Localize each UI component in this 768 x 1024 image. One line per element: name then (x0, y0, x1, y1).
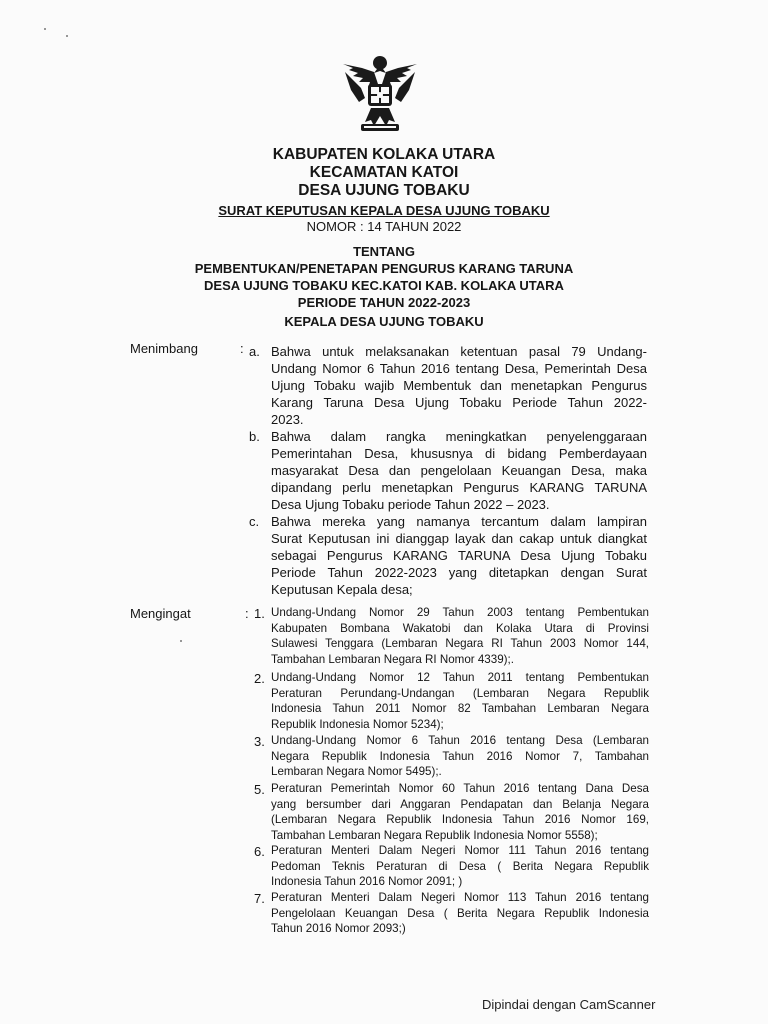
item-text: Peraturan Pemerintah Nomor 60 Tahun 2016 tentang Dana Desa yang bersumber dari Anggaran Pendapatan dan Belanja Negara (Lembaran Negara Republik Indonesia Tahun 2016 Nomor 169, Tambahan Lembaran Negara Republik Indonesia Nomor 5558); (271, 782, 649, 842)
decree-title: SURAT KEPUTUSAN KEPALA DESA UJUNG TOBAKU (218, 203, 550, 218)
subject-label: TENTANG (353, 244, 415, 259)
regency-name: KABUPATEN KOLAKA UTARA (272, 146, 496, 163)
decree-heading (0, 203, 768, 235)
scan-speck (66, 35, 68, 37)
item-marker: 5. (254, 782, 265, 797)
item-text: Undang-Undang Nomor 6 Tahun 2016 tentang Desa (Lembaran Negara Republik Indonesia Tahun 2016 Nomor 7, Tambahan Lembaran Negara Nomor 5495);. (271, 734, 649, 779)
item-marker: a. (249, 344, 260, 359)
scan-speck (180, 640, 182, 642)
mengingat-colon: : (245, 606, 249, 621)
item-text: Undang-Undang Nomor 29 Tahun 2003 tentang Pembentukan Kabupaten Bombana Wakatobi dan Kolaka Utara di Provinsi Sulawesi Tenggara (Lembaran Negara RI Tahun 2003 Nomor 144, Tambahan Lembaran Negara RI Nomor 4339);. (271, 606, 649, 666)
subject-line-2: DESA UJUNG TOBAKU KEC.KATOI KAB. KOLAKA UTARA (204, 278, 564, 293)
decree-number: NOMOR : 14 TAHUN 2022 (306, 219, 462, 234)
item-text: Undang-Undang Nomor 12 Tahun 2011 tentang Pembentukan Peraturan Perundang-Undangan (Lembaran Negara Republik Indonesia Tahun 2011 Nomor 82 Tambahan Lembaran Negara Republik Indonesia Nomor 5234); (271, 671, 649, 731)
mengingat-label: Mengingat (130, 606, 191, 621)
item-marker: 6. (254, 844, 265, 859)
item-marker: c. (249, 514, 260, 529)
item-marker: 1. (254, 606, 265, 621)
item-marker: b. (249, 429, 260, 444)
item-marker: 7. (254, 891, 265, 906)
item-text: Peraturan Menteri Dalam Negeri Nomor 111 Tahun 2016 tentang Pedoman Teknis Peraturan di Desa ( Berita Negara Republik Indonesia Tahun 2016 Nomor 2091; ) (271, 844, 649, 889)
decree-subject (0, 243, 768, 311)
item-text: Bahwa dalam rangka meningkatkan penyelenggaraan Pemerintahan Desa, khususnya di bidang Pemberdayaan masyarakat Desa dan pengelolaan Keuangan Desa, maka dipandang perlu menetapkan Pengurus KARANG TARUNA Desa Ujung Tobaku periode Tahun 2022 – 2023. (271, 429, 647, 512)
scanner-watermark: Dipindai dengan CamScanner (482, 997, 656, 1012)
item-text: Bahwa untuk melaksanakan ketentuan pasal 79 Undang- Undang Nomor 6 Tahun 2016 tentang Desa, Pemerintah Desa Ujung Tobaku wajib Membentuk dan menetapkan Pengurus Karang Taruna Desa Ujung Tobaku Periode Tahun 2022- 2023. (271, 344, 647, 427)
item-text: Bahwa mereka yang namanya tercantum dalam lampiran Surat Keputusan ini dianggap layak dan cakap untuk diangkat sebagai Pengurus KARANG TARUNA Desa Ujung Tobaku Periode Tahun 2022-2023 yang ditetapkan dengan Surat Keputusan Kepala desa; (271, 514, 647, 597)
menimbang-colon: : (240, 341, 244, 356)
subject-line-3: PERIODE TAHUN 2022-2023 (297, 295, 471, 310)
district-name: KECAMATAN KATOI (309, 164, 459, 181)
village-name: DESA UJUNG TOBAKU (298, 182, 470, 199)
menimbang-label: Menimbang (130, 341, 198, 356)
scan-speck (44, 28, 46, 30)
subject-line-1: PEMBENTUKAN/PENETAPAN PENGURUS KARANG TARUNA (194, 261, 574, 276)
item-marker: 2. (254, 671, 265, 686)
item-text: Peraturan Menteri Dalam Negeri Nomor 113 Tahun 2016 tentang Pengelolaan Keuangan Desa ( Berita Negara Republik Indonesia Tahun 2016 Nomor 2093;) (271, 891, 649, 936)
issuer-title: KEPALA DESA UJUNG TOBAKU (284, 314, 484, 329)
garuda-emblem-icon (335, 52, 425, 136)
item-marker: 3. (254, 734, 265, 749)
regency-header (0, 146, 768, 200)
